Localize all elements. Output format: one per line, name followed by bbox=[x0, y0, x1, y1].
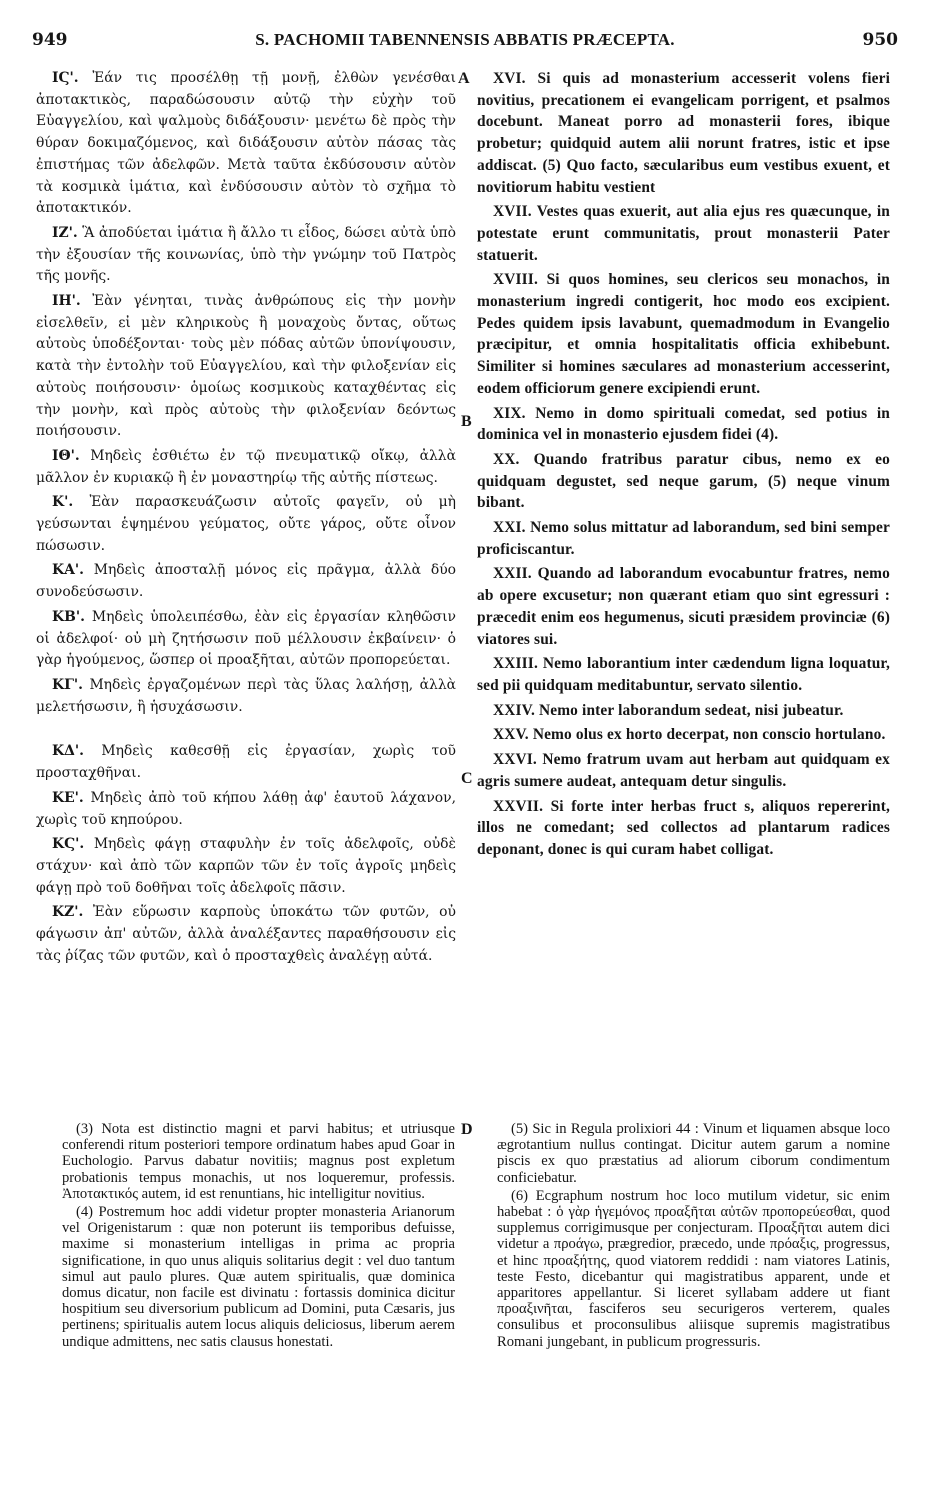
paragraph-number: Κ'. bbox=[52, 494, 74, 511]
paragraph-text: Ἐὰν εὕρωσιν καρποὺς ὑποκάτω τῶν φυτῶν, οὐ φάγωσιν ἀπ' αὐτῶν, ἀλλὰ ἀναλέξαντες παραθήσουσιν εἰς τὰς ῥίζας τῶν φυτῶν, καὶ ὁ προσταχθεὶς ἀναλέγῃ αὐτά. bbox=[36, 904, 456, 964]
paragraph-number: ΚΖ'. bbox=[52, 904, 84, 921]
paragraph-text: Ἐὰν γένηται, τινὰς ἀνθρώπους εἰς τὴν μονὴν εἰσελθεῖν, εἰ μὲν κληρικοὺς ἢ μοναχοὺς ὄντας, οὕτως αὐτοὺς ὑποδέξονται· τοὺς μὲν πόδας αὐτῶν ὑπονίψουσιν, κατὰ τὴν ἐντολὴν τοῦ Εὐαγγελίου, καὶ τὴν φιλοξενίαν εἰς αὐτοὺς ποιήσουσιν· ὁμοίως κοσμικοὺς καταχθέντας εἰς τὴν μονὴν, καὶ πρὸς αὐτοὺς τὴν φιλοξενίαν δεόντως ποιήσουσιν. bbox=[36, 293, 456, 440]
footnote-number: (4) bbox=[76, 1204, 94, 1221]
paragraph-number: XVI. bbox=[493, 70, 526, 87]
paragraph-number: ΚΑ'. bbox=[52, 562, 84, 579]
greek-paragraph bbox=[36, 446, 456, 489]
footnote bbox=[497, 1121, 890, 1186]
latin-paragraph bbox=[477, 201, 890, 266]
footnote-number: (5) bbox=[511, 1121, 529, 1137]
greek-paragraph bbox=[36, 223, 456, 288]
latin-paragraph bbox=[477, 269, 890, 399]
paragraph-text: Ἐὰν παρασκευάζωσιν αὐτοῖς φαγεῖν, οὐ μὴ γεύσωνται ἑψημένου γεύματος, οὔτε γάρος, οὔτε οἶνον πώσωσιν. bbox=[36, 494, 457, 554]
paragraph-number: XIX. bbox=[493, 404, 526, 422]
paragraph-number: ΚΓ'. bbox=[52, 676, 84, 693]
latin-paragraph bbox=[477, 700, 890, 722]
footnote-number: (6) bbox=[511, 1187, 529, 1204]
greek-paragraph bbox=[36, 834, 456, 899]
greek-paragraph bbox=[36, 902, 456, 967]
footnote bbox=[62, 1121, 455, 1202]
latin-paragraph bbox=[477, 653, 890, 696]
paragraph-number: ΚΕ'. bbox=[52, 789, 84, 806]
greek-column bbox=[36, 68, 456, 970]
greek-paragraph bbox=[36, 560, 456, 603]
greek-paragraph bbox=[36, 675, 456, 718]
paragraph-text: Si quis ad monasterium accesserit volens fieri novitius, precationem ei evangelicam porrigent, et psalmos docebunt. Maneat porro ad monasterii fores, ibique probetur; quidquid autem alii norunt fratres, istic et ipse addiscat. (5) Quo facto, sæcularibus eum vestibus exuent, et novitiorum habitu vestient bbox=[477, 70, 891, 196]
margin-letter-c: C bbox=[461, 770, 473, 787]
paragraph-text: Quando ad laborandum evocabuntur fratres, nemo ab opere excusetur; non quærant etiam quo sint egressuri : præcedit enim eos hegumenus, sicuti præsidem provinciæ (6) viatores sui. bbox=[477, 565, 890, 648]
paragraph-text: Nemo fratrum uvam aut herbam aut quidquam ex agris sumere audeat, antequam detur singulis. bbox=[477, 751, 890, 790]
latin-paragraph bbox=[477, 749, 890, 792]
greek-paragraph bbox=[36, 741, 456, 784]
paragraph-text: Μηδεὶς φάγῃ σταφυλὴν ἐν τοῖς ἀδελφοῖς, οὐδὲ στάχυν· καὶ ἀπὸ τῶν καρπῶν τῶν ἐν τοῖς ἀγροῖς μηδεὶς φάγῃ πρὸ τοῦ δοθῆναι τοῖς ἀδελφοῖς πᾶσιν. bbox=[36, 836, 456, 896]
paragraph-text: Si forte inter herbas fruct s, aliquos repererint, illos ne comedant; sed collectos ad plantarum radices deponant, donec is qui curam habet colligat. bbox=[477, 797, 890, 858]
paragraph-text: Nemo laborantium inter cædendum ligna loquatur, sed pii quidquam meditabuntur, servato silentio. bbox=[477, 655, 891, 694]
latin-paragraph bbox=[477, 796, 890, 861]
footnote-text: Postremum hoc addi videtur propter monasteria Arianorum vel Origenistarum : quæ non poterunt iis temporibus defuisse, maxime si monasterium intelligas in prima ac propria significatione, in quo unus aliquis solitarius degit : vel duo tantum simul aut paulo plures. Quæ autem spiritualis, quæ dominica domus dicatur, non facile est divinatu : fortassis dominica dicitur hospitium seu diversorium publicum ad Domini, puta Cæsaris, jus pertinens; spiritualis autem locus aliquis deliciosus, liberum aerem undique admittens, nec satis clausus honestati. bbox=[62, 1204, 455, 1350]
greek-paragraph bbox=[36, 492, 456, 557]
paragraph-number: ΙΖ'. bbox=[52, 224, 78, 241]
greek-paragraph bbox=[36, 68, 456, 220]
paragraph-number: XXI. bbox=[493, 519, 526, 537]
footnotes-right bbox=[497, 1121, 890, 1352]
margin-letter-b: B bbox=[461, 413, 472, 430]
paragraph-text: Μηδεὶς ἀποσταλῇ μόνος εἰς πρᾶγμα, ἀλλὰ δύο συνοδεύσωσιν. bbox=[36, 562, 456, 601]
greek-paragraph bbox=[36, 788, 456, 831]
paragraph-text: Ἃ ἀποδύεται ἱμάτια ἢ ἄλλο τι εἶδος, δώσει αὐτὰ ὑπὸ τὴν ἐξουσίαν τῆς κοινωνίας, ὑπὸ τὴν γνώμην τοῦ Πατρὸς τῆς μονῆς. bbox=[36, 224, 456, 285]
page-number-left: 949 bbox=[32, 30, 68, 50]
margin-letter-d: D bbox=[461, 1121, 473, 1138]
paragraph-number: XXIII. bbox=[493, 655, 538, 673]
paragraph-number: ΚϚ'. bbox=[52, 836, 85, 853]
latin-paragraph bbox=[477, 563, 890, 650]
paragraph-number: XXII. bbox=[493, 565, 532, 583]
greek-paragraph bbox=[36, 291, 456, 443]
footnote bbox=[62, 1204, 455, 1350]
latin-paragraph bbox=[477, 517, 890, 560]
latin-column bbox=[477, 68, 890, 864]
paragraph-text: Nemo in domo spirituali comedat, sed potius in dominica vel in monasterio ejusdem fidei (4). bbox=[477, 404, 890, 444]
paragraph-text: Nemo solus mittatur ad laborandum, sed bini semper proficiscantur. bbox=[477, 519, 890, 558]
paragraph-text: Nemo inter laborandum sedeat, nisi jubeatur. bbox=[538, 701, 844, 719]
paragraph-text: Si quos homines, seu clericos seu monachos, in monasterium ingredi contigerit, hoc modo eos excipient. Pedes quidem ipsis lavabunt, quemadmodum in Evangelio præcipitur, et omnia hospitalitatis officia exhibebunt. Similiter si homines sæculares ad monasterium accesserint, eodem officiorum genere excipiendi erunt. bbox=[477, 271, 890, 397]
paragraph-text: Quando fratribus paratur cibus, nemo ex eo quidquam degustet, sed neque garum, (5) neque vinum bibant. bbox=[477, 450, 890, 512]
paragraph-number: ΚΔ'. bbox=[52, 743, 84, 760]
paragraph-text: Μηδεὶς ἐργαζομένων περὶ τὰς ὕλας λαλήσῃ, ἀλλὰ μελετήσωσιν, ἢ ἡσυχάσωσιν. bbox=[36, 676, 456, 715]
paragraph-text: Μηδεὶς καθεσθῇ εἰς ἐργασίαν, χωρὶς τοῦ προσταχθῆναι. bbox=[36, 743, 456, 782]
latin-paragraph bbox=[477, 403, 890, 446]
paragraph-number: XXVII. bbox=[493, 797, 544, 815]
page-header bbox=[32, 30, 898, 58]
footnote-text: Ecgraphum nostrum hoc loco mutilum videtur, sic enim habebat : ὁ γὰρ ἡγεμόνος προαξῆται αὐτῶν προπορεύεσθαι, quod supplemus corrigimusque per conjecturam. Προαξῆται autem dici videtur a προάγω, prægredior, præcedo, unde πρόαξις, progressus, et hinc προαξήτης, quod viatorem reddidi : nam viatores Latinis, teste Festo, dicebantur qui magistratibus apparent, unde et apparitores appellantur. Si liceret syllabam addere ut fiant προαξινῆται, fasciferos seu securigeros verterem, quales consulibus et proconsulibus aliisque supremis magistratibus Romani jungebant, in publicum progressuris. bbox=[497, 1187, 891, 1350]
paragraph-number: XXIV. bbox=[493, 701, 535, 719]
paragraph-number: XVIII. bbox=[493, 271, 538, 289]
paragraph-text: Ἐάν τις προσέλθῃ τῇ μονῇ, ἐλθὼν γενέσθαι ἀποτακτικὸς, παραδώσουσιν αὐτῷ τὴν εὐχὴν τοῦ Εὐαγγελίου, καὶ ψαλμοὺς διδάξουσιν· μενέτω δὲ πρὸς τὴν θύραν δοκιμαζόμενος, καὶ διδάξουσιν αὐτὸν πάσας τὰς ἐπιστήμας τῶν ἀδελφῶν. Μετὰ ταῦτα ἐκδύσουσιν αὐτὸν τὰ κοσμικὰ ἱμάτια, καὶ ἐνδύσουσιν αὐτὸν τὸ σχῆμα τὸ ἀποτακτικόν. bbox=[36, 70, 457, 217]
paragraph-number: ΙΘ'. bbox=[52, 447, 80, 464]
footnote bbox=[497, 1188, 890, 1350]
spacer bbox=[36, 721, 456, 741]
paragraph-number: XXV. bbox=[493, 726, 529, 744]
latin-paragraph bbox=[477, 68, 890, 198]
running-title: S. PACHOMII TABENNENSIS ABBATIS PRÆCEPTA. bbox=[255, 30, 675, 49]
latin-paragraph bbox=[477, 449, 890, 514]
paragraph-number: XX. bbox=[493, 450, 520, 468]
paragraph-text: Vestes quas exuerit, aut alia ejus res quæcunque, in potestate erunt communitatis, prout monasterii Pater statuerit. bbox=[477, 203, 890, 264]
paragraph-number: ΙΗ'. bbox=[52, 293, 81, 310]
footnote-number: (3) bbox=[76, 1121, 94, 1137]
footnote-text: Nota est distinctio magni et parvi habitus; et utriusque conferendi ritum posteriori tempore ordinatum habes apud Goar in Euchologio. Parvus dabatur novitiis; magnus post expletum probationis tempus monachis, ut nos loqueremur, professis. Ἀποτακτικός autem, id est renuntians, hic intelligitur novitius. bbox=[62, 1121, 455, 1202]
paragraph-text: Μηδεὶς ὑπολειπέσθω, ἐὰν εἰς ἐργασίαν κληθῶσιν οἱ ἀδελφοί· οὐ μὴ ζητήσωσιν ποῦ μέλλουσιν ἐκβαίνειν· ὁ γὰρ ἡγούμενος, ὥσπερ οἱ προαξῆται, αὐτῶν προπορεύεται. bbox=[36, 608, 456, 669]
greek-paragraph bbox=[36, 607, 456, 672]
paragraph-text: Nemo olus ex horto decerpat, non conscio hortulano. bbox=[532, 726, 886, 744]
paragraph-number: ΚΒ'. bbox=[52, 608, 85, 625]
latin-paragraph bbox=[477, 724, 890, 746]
paragraph-text: Μηδεὶς ἐσθιέτω ἐν τῷ πνευματικῷ οἴκῳ, ἀλλὰ μᾶλλον ἐν κυριακῷ ἢ ἐν μοναστηρίῳ τῆς αὐτῆς πίστεως. bbox=[36, 447, 456, 486]
footnote-text: Sic in Regula prolixiori 44 : Vinum et liquamen absque loco ægrotantium nullus contingat. Dicitur autem garum a nomine piscis ex quo præstatius ad aliorum ciborum condimentum conficiebatur. bbox=[497, 1121, 891, 1186]
paragraph-number: ΙϚ'. bbox=[52, 70, 79, 86]
paragraph-text: Μηδεὶς ἀπὸ τοῦ κήπου λάθῃ ἀφ' ἑαυτοῦ λάχανον, χωρὶς τοῦ κηπούρου. bbox=[36, 789, 456, 828]
paragraph-number: XXVI. bbox=[493, 751, 537, 769]
footnotes-left bbox=[62, 1121, 455, 1352]
page-number-right: 950 bbox=[862, 30, 898, 50]
paragraph-number: XVII. bbox=[493, 203, 532, 221]
margin-letter-a: A bbox=[458, 70, 470, 87]
